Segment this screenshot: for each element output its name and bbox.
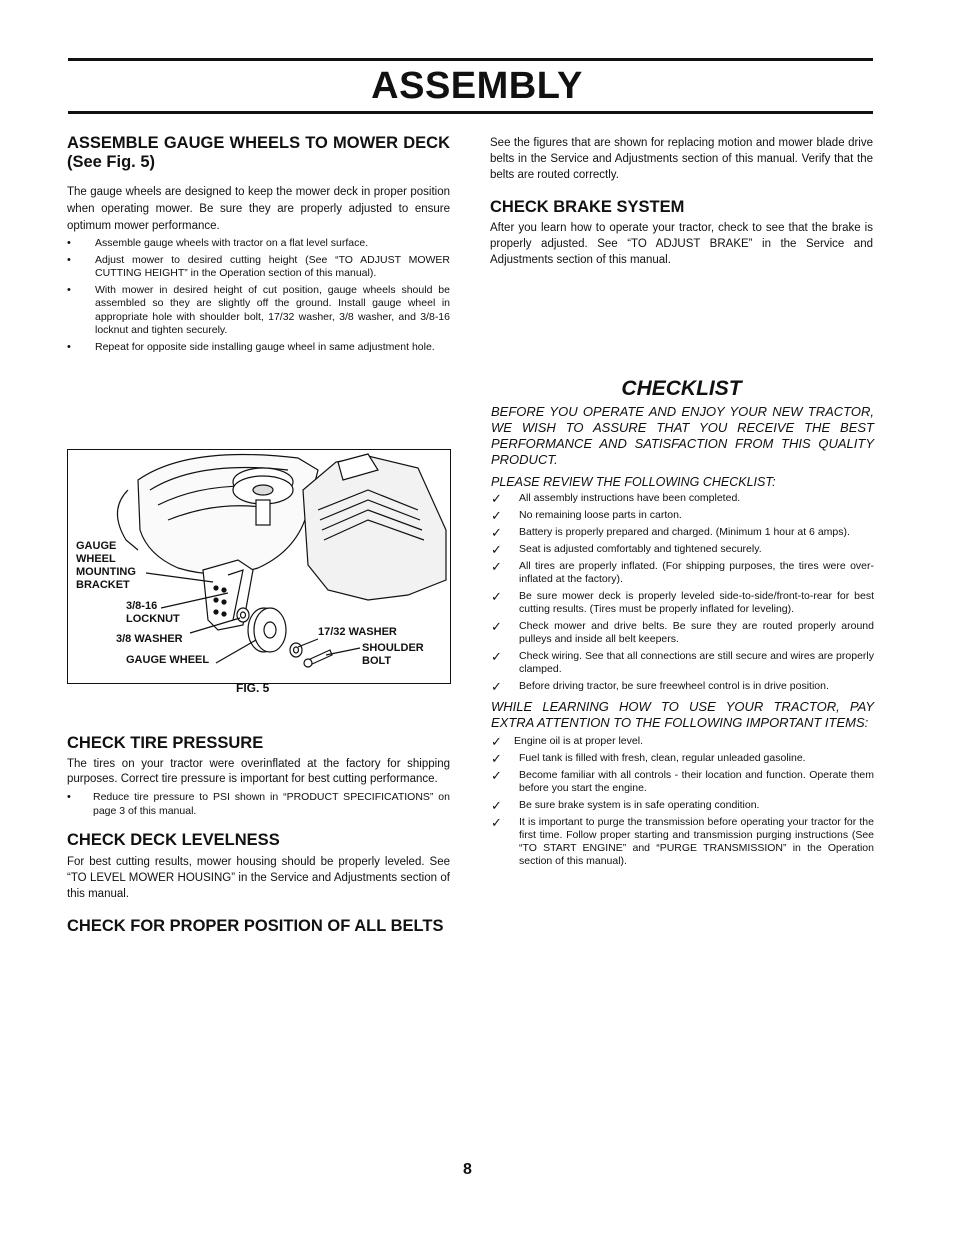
label-washer-38: 3/8 WASHER xyxy=(116,633,183,645)
deck-body: For best cutting results, mower housing should be properly leveled. See “TO LEVEL MOWER HOUSING” in the Service and Adjustments section of this manual. xyxy=(67,856,450,900)
label-locknut: 3/8-16 LOCKNUT xyxy=(126,600,180,625)
gauge-bullets xyxy=(67,237,450,354)
check-icon: ✓ xyxy=(491,815,502,830)
tire-bullets xyxy=(67,791,450,818)
lower-left-sections xyxy=(67,734,450,936)
figure-caption: FIG. 5 xyxy=(236,681,270,695)
deck-heading: CHECK DECK LEVELNESS xyxy=(67,831,280,849)
list-item: • Repeat for opposite side installing gauge wheel in same adjustment hole. xyxy=(67,341,450,355)
tire-body: The tires on your tractor were overinflated at the factory for shipping purposes. Correct tire pressure is important for best cutting performance. xyxy=(67,758,450,785)
check-icon: ✓ xyxy=(491,734,502,749)
list-item: • Adjust mower to desired cutting height (See “TO ADJUST MOWER CUTTING HEIGHT” in the Operation section of this manual). xyxy=(67,254,450,281)
checklist-learning: WHILE LEARNING HOW TO USE YOUR TRACTOR, PAY EXTRA ATTENTION TO THE FOLLOWING IMPORTANT ITEMS: xyxy=(491,699,874,730)
check-icon: ✓ xyxy=(491,649,502,664)
label-shoulder-bolt: SHOULDER BOLT xyxy=(362,642,424,667)
check-icon: ✓ xyxy=(491,542,502,557)
checklist-title: CHECKLIST xyxy=(621,377,742,400)
gauge-heading: ASSEMBLE GAUGE WHEELS TO MOWER DECK (See Fig. 5) xyxy=(67,134,450,171)
check-icon: ✓ xyxy=(491,525,502,540)
list-item: ✓ Be sure brake system is in safe operating condition. xyxy=(491,798,760,813)
header-rule-bottom xyxy=(68,111,873,114)
check-icon: ✓ xyxy=(491,559,502,574)
checklist-review: PLEASE REVIEW THE FOLLOWING CHECKLIST: xyxy=(491,475,776,489)
page-title: ASSEMBLY xyxy=(371,65,583,107)
list-item: ✓ Be sure mower deck is properly leveled side-to-side/front-to-rear for best cutting results. (Tires must be properly inflated for leveling). xyxy=(491,589,874,615)
label-washer-1732: 17/32 WASHER xyxy=(318,626,397,638)
list-item: • With mower in desired height of cut position, gauge wheels should be assembled so they are slightly off the ground. Install gauge wheel in appropriate hole with shoulder bolt, 17/32 washer, 3/8 washer, and 3/8-16 locknut and tighten securely. xyxy=(67,284,450,338)
belts-body: See the figures that are shown for replacing motion and mower blade drive belts in the Service and Adjustments section of this manual. Verify that the belts are routed correctly. xyxy=(490,137,873,181)
list-item: ✓ Battery is properly prepared and charged. (Minimum 1 hour at 6 amps). xyxy=(491,525,850,540)
gauge-intro: The gauge wheels are designed to keep the mower deck in proper position when operating mower. Be sure they are properly adjusted to ensure optimum mower performance. xyxy=(67,186,450,232)
list-item: ✓ Before driving tractor, be sure freewheel control is in drive position. xyxy=(491,679,829,694)
list-item: ✓ No remaining loose parts in carton. xyxy=(491,508,682,523)
list-item: ✓ Check wiring. See that all connections are still secure and wires are properly clamped. xyxy=(491,649,874,675)
list-item: ✓ It is important to purge the transmission before operating your tractor for the first time. Follow proper starting and transmission purging instructions (See “TO START ENGINE” and “PURGE TRANSMISSION” in the Operation section of this manual). xyxy=(491,815,874,867)
brake-body: After you learn how to operate your tractor, check to see that the brake is properly adjusted. See “TO ADJUST BRAKE” in the Service and Adjustments section of this manual. xyxy=(490,222,873,266)
check-icon: ✓ xyxy=(491,751,502,766)
checklist-intro: BEFORE YOU OPERATE AND ENJOY YOUR NEW TRACTOR, WE WISH TO ASSURE THAT YOU RECEIVE THE BEST PERFORMANCE AND SATISFACTION FROM THIS QUALITY PRODUCT. xyxy=(491,404,874,467)
figure-5 xyxy=(67,449,451,684)
list-item: ✓ Fuel tank is filled with fresh, clean, regular unleaded gasoline. xyxy=(491,751,806,766)
page-number: 8 xyxy=(463,1161,472,1178)
list-item: ✓ Engine oil is at proper level. xyxy=(491,734,643,749)
list-item: ✓ All assembly instructions have been completed. xyxy=(491,491,741,506)
list-item: ✓ All tires are properly inflated. (For shipping purposes, the tires were over-inflated at the factory). xyxy=(491,559,874,585)
header-rule-top xyxy=(68,58,873,61)
checklist-items xyxy=(491,492,874,693)
label-gauge-wheel: GAUGE WHEEL xyxy=(126,654,210,666)
list-item: • Assemble gauge wheels with tractor on a flat level surface. xyxy=(67,237,450,251)
check-icon: ✓ xyxy=(491,798,502,813)
belts-heading: CHECK FOR PROPER POSITION OF ALL BELTS xyxy=(67,917,444,935)
checklist-items-2 xyxy=(491,735,874,868)
right-top-sections xyxy=(490,135,873,268)
check-icon: ✓ xyxy=(491,508,502,523)
check-icon: ✓ xyxy=(491,491,502,506)
list-item: ✓ Become familiar with all controls - their location and function. Operate them before you start the engine. xyxy=(491,768,874,794)
tire-heading: CHECK TIRE PRESSURE xyxy=(67,734,264,752)
brake-heading: CHECK BRAKE SYSTEM xyxy=(490,198,685,216)
check-icon: ✓ xyxy=(491,589,502,604)
checklist-section xyxy=(491,404,874,872)
check-icon: ✓ xyxy=(491,619,502,634)
list-item: ✓ Check mower and drive belts. Be sure they are routed properly around pulleys and inside all belt keepers. xyxy=(491,619,874,645)
check-icon: ✓ xyxy=(491,768,502,783)
check-icon: ✓ xyxy=(491,679,502,694)
list-item: ✓ Seat is adjusted comfortably and tightened securely. xyxy=(491,542,762,557)
label-bracket: GAUGE WHEEL MOUNTING BRACKET xyxy=(76,540,136,591)
list-item: • Reduce tire pressure to PSI shown in “PRODUCT SPECIFICATIONS” on page 3 of this manual. xyxy=(67,791,450,818)
gauge-section xyxy=(67,134,450,357)
